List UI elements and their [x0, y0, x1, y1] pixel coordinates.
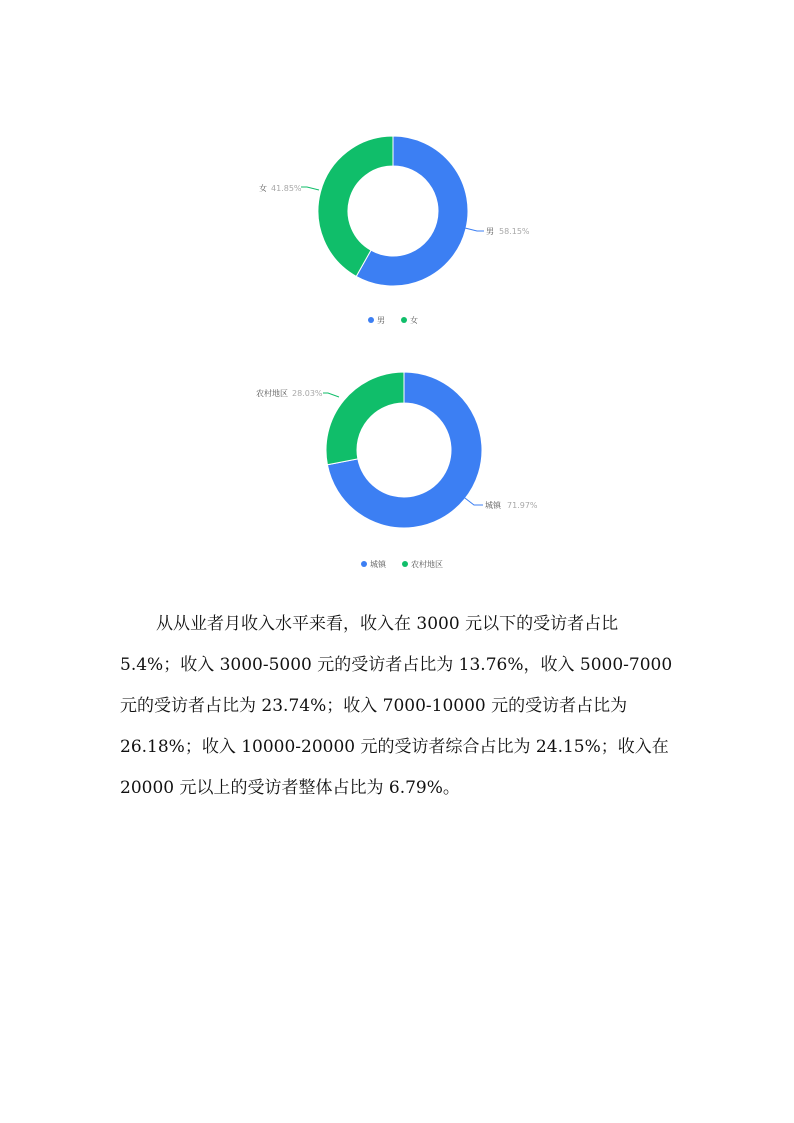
region-label-urban	[461, 495, 538, 510]
chart-region	[256, 372, 538, 569]
gender-label-female	[259, 183, 319, 193]
legend-urban-marker	[361, 561, 367, 567]
gender-label-female-pct: 41.85%	[271, 184, 302, 193]
paragraph-line: 26.18%；收入 10000-20000 元的受访者综合占比为 24.15%；收入在	[120, 737, 669, 757]
legend-urban-label: 城镇	[370, 560, 386, 569]
chart-gender	[259, 136, 530, 325]
region-label-rural-pct: 28.03%	[292, 389, 323, 398]
gender-label-male	[465, 227, 530, 236]
paragraph-line: 从从业者月收入水平来看，收入在 3000 元以下的受访者占比	[156, 614, 619, 634]
region-label-urban-name: 城镇	[485, 501, 501, 510]
region-label-rural-name: 农村地区	[256, 389, 288, 398]
gender-label-female-name: 女	[259, 184, 267, 193]
region-slice-1	[326, 372, 404, 465]
paragraph-line: 20000 元以上的受访者整体占比为 6.79%。	[120, 778, 460, 798]
legend-rural-label: 农村地区	[411, 560, 443, 569]
legend-male-label: 男	[377, 316, 385, 325]
gender-legend	[368, 315, 418, 325]
region-legend	[361, 559, 443, 569]
gender-leader-male	[465, 228, 484, 231]
region-label-urban-pct: 71.97%	[507, 501, 538, 510]
gender-label-male-pct: 58.15%	[499, 227, 530, 236]
region-label-rural	[256, 388, 339, 398]
paragraph-line: 元的受访者占比为 23.74%；收入 7000-10000 元的受访者占比为	[120, 696, 628, 716]
gender-label-male-name: 男	[486, 227, 494, 236]
legend-rural-marker	[402, 561, 408, 567]
region-leader-rural	[323, 393, 339, 397]
legend-male-marker	[368, 317, 374, 323]
income-paragraph	[120, 604, 680, 809]
legend-female-marker	[401, 317, 407, 323]
gender-slices	[318, 136, 468, 286]
region-slices	[326, 372, 482, 528]
legend-female-label: 女	[410, 316, 418, 325]
gender-leader-female	[301, 187, 319, 190]
paragraph-line: 5.4%；收入 3000-5000 元的受访者占比为 13.76%，收入 5000-7000	[120, 655, 673, 675]
